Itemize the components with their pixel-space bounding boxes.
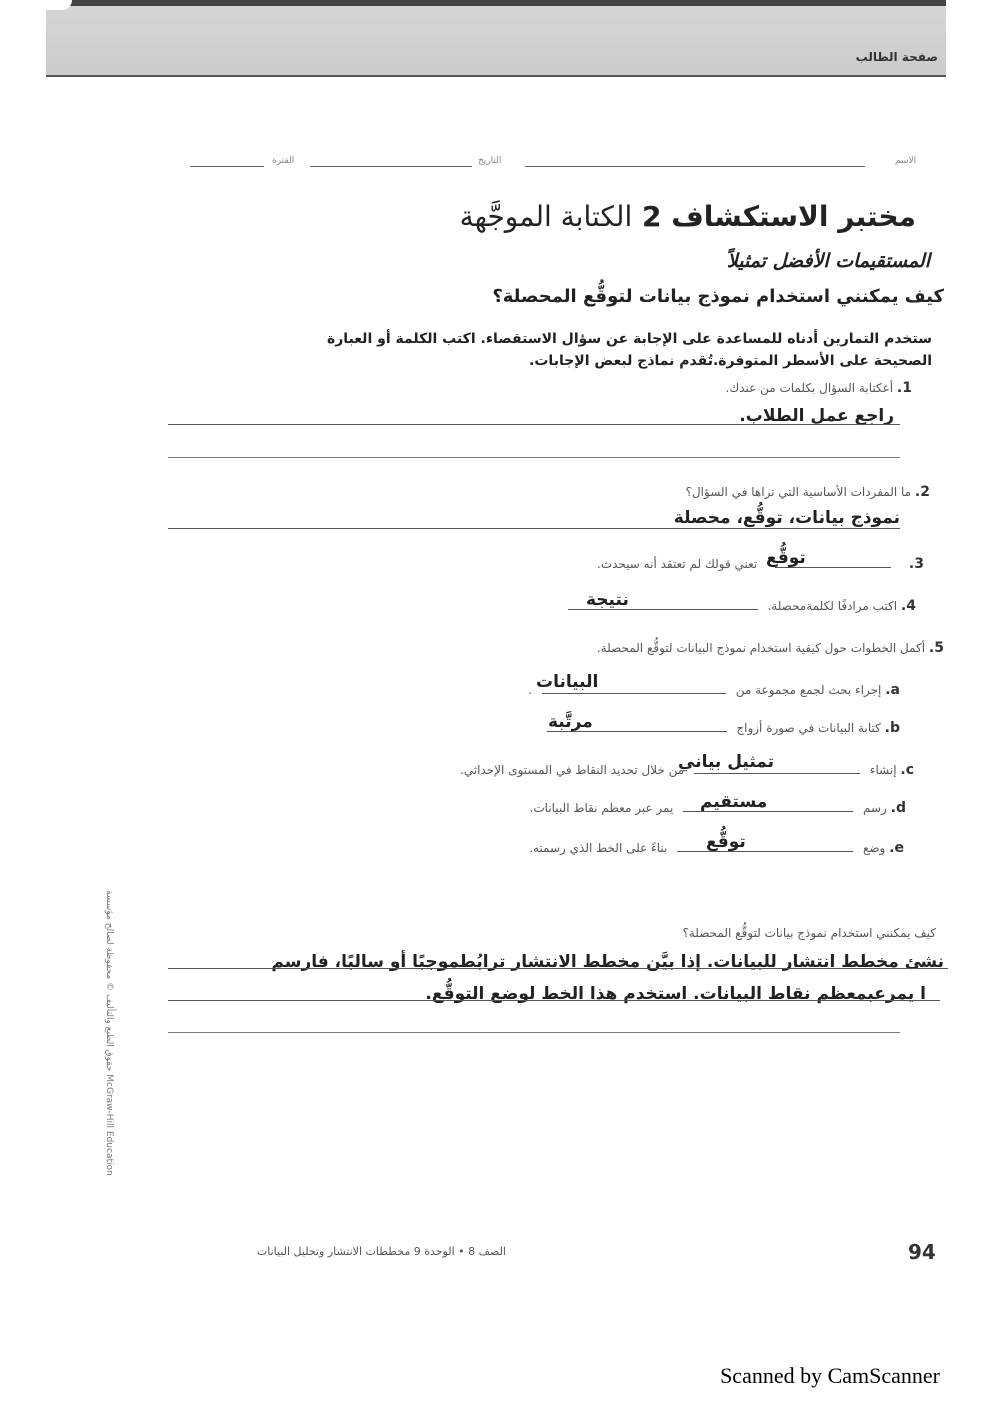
final-line-3 <box>168 1032 900 1033</box>
item-1-line-1 <box>168 424 900 425</box>
step-b-before: كتابة البيانات في صورة أزواج <box>736 721 881 735</box>
item-2-line <box>168 528 900 529</box>
inquiry-question: كيف يمكنني استخدام نموذج بيانات لتوقُّع المحصلة؟ <box>492 286 944 307</box>
final-question: كيف يمكنني استخدام نموذج بيانات لتوقُّع المحصلة؟ <box>682 926 936 940</box>
step-b-answer: مرتَّبة <box>548 712 593 732</box>
item-2-text: ما المفردات الأساسية التي تراها في السؤال؟ <box>685 485 912 499</box>
step-e-before: وضع <box>862 841 886 855</box>
item-1-line-2 <box>168 457 900 458</box>
item-1-text: أعكتابة السؤال بكلمات من عندك. <box>725 381 894 395</box>
scanner-watermark: Scanned by CamScanner <box>720 1363 940 1388</box>
name-label: الاسم <box>895 156 917 166</box>
name-line <box>525 166 865 167</box>
final-answer-line-2: ا يمرعبمعظم نقاط البيانات. استخدم هذا الخط لوضع التوقُّع. <box>425 984 926 1004</box>
step-d-after: يمر عبر معظم نقاط البيانات. <box>529 801 674 815</box>
banner-top-stripe <box>46 0 946 6</box>
page-title <box>460 200 916 233</box>
step-d-answer: مستقيم <box>700 792 768 812</box>
step-e-answer: توقُّع <box>706 832 746 852</box>
item-1-answer: راجع عمل الطلاب. <box>739 406 894 426</box>
title-lead: مختبر الاستكشاف <box>671 200 916 233</box>
item-3-answer: توقُّع <box>766 548 806 568</box>
step-a-letter: a. <box>885 682 900 698</box>
step-a-answer: البيانات <box>536 672 599 692</box>
step-a-before: إجراء بحث لجمع مجموعة من <box>735 683 882 697</box>
step-c-after: من خلال تحديد النقاط في المستوى الإحداثي. <box>460 763 685 777</box>
step-d-letter: d. <box>890 800 906 816</box>
title-rest: الكتابة الموجَّهة <box>459 200 633 233</box>
title-number: 2 <box>641 200 662 233</box>
item-2-answer: نموذج بيانات، توقُّع، محصلة <box>673 508 900 528</box>
step-a-after: . <box>528 683 533 697</box>
footer-chapter-text: الصف 8 • الوحدة 9 مخططات الانتشار وتحليل البيانات <box>256 1245 506 1258</box>
item-5-number: 5. <box>928 640 944 656</box>
step-e-letter: e. <box>889 840 904 856</box>
step-a-blank <box>542 693 726 694</box>
item-3-number: 3. <box>908 556 924 572</box>
item-5 <box>597 640 944 656</box>
step-c-answer: تمثيل بياني <box>678 752 775 772</box>
student-page-label: صفحة الطالب <box>855 50 938 64</box>
step-d-before: رسم <box>862 801 887 815</box>
item-4-text: اكتب مرادفًا لكلمةمحصلة. <box>767 599 898 613</box>
page-number: 94 <box>908 1240 936 1264</box>
copyright-vertical: حقوق الطبع والتأليف © محفوظة لصالح مؤسسة McGraw-Hill Education <box>104 890 114 1176</box>
period-label: الفترة <box>272 156 295 166</box>
item-1-number: 1. <box>896 380 912 396</box>
final-line-2 <box>168 1000 940 1001</box>
step-e-blank <box>677 851 853 852</box>
item-5-text: أكمل الخطوات حول كيفية استخدام نموذج البيانات لتوقُّع المحصلة. <box>596 641 926 655</box>
item-4-number: 4. <box>900 598 916 614</box>
banner-corner <box>46 0 72 10</box>
instructions-paragraph: ستخدم التمارين أدناه للمساعدة على الإجابة عن سؤال الاستقصاء. اكتب الكلمة أو العبارة الصحيحة على الأسطر المتوفرة.تُقدم نماذج لبعض الإجابات. <box>326 331 932 369</box>
item-3-text: تعني قولك لم تعتقد أنه سيحدث. <box>597 557 758 571</box>
item-4-answer: نتيجة <box>586 590 629 610</box>
date-line <box>310 166 472 167</box>
item-2-number: 2. <box>914 484 930 500</box>
step-c-before: إنشاء <box>869 763 897 777</box>
step-b-letter: b. <box>884 720 900 736</box>
date-label: التاريخ <box>478 156 502 166</box>
step-b <box>541 720 900 736</box>
step-c-blank <box>694 773 860 774</box>
step-e-after: بناءً على الخط الذي رسمته. <box>529 841 668 855</box>
item-2 <box>686 484 930 500</box>
item-1 <box>726 380 912 396</box>
period-line <box>190 166 264 167</box>
step-c-letter: c. <box>900 762 914 778</box>
page-subtitle: المستقيمات الأفضل تمثيلاً <box>726 250 930 272</box>
final-line-1 <box>168 968 948 969</box>
page-header-banner <box>46 0 946 77</box>
item-3 <box>597 556 924 572</box>
final-answer-line-1: نشئ مخطط انتشار للبيانات. إذا بيَّن مخطط الانتشار ترابُطموجبًا أو سالبًا، فارسم <box>271 952 944 972</box>
